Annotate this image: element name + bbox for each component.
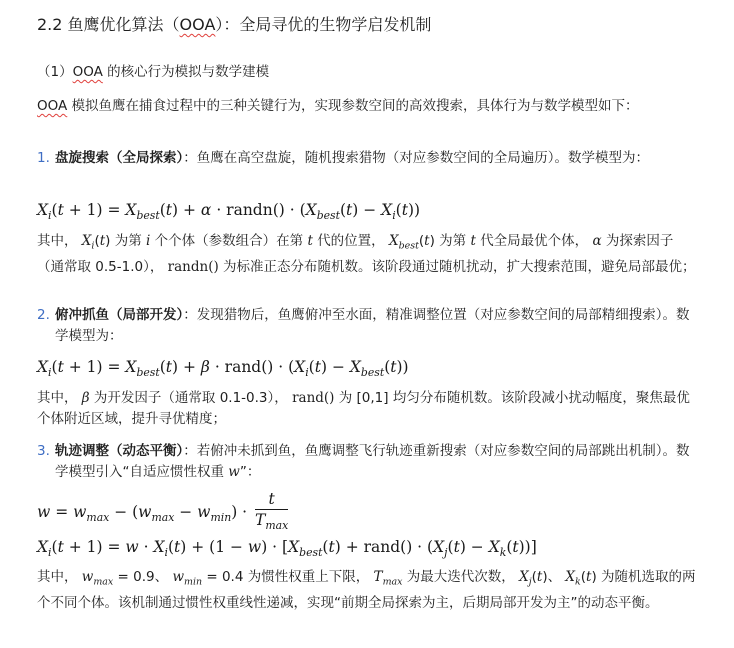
explain-sep: 、 [547, 569, 562, 585]
section-heading-prefix: 2.2 鱼鹰优化算法（ [37, 15, 180, 34]
explain-text: 为最大迭代次数， [406, 569, 515, 585]
math-xk: $X_k$ [565, 569, 581, 588]
section-heading [37, 14, 431, 36]
explain-text: 其中， [37, 390, 78, 406]
explain-text: 为惯性权重上下限， [247, 569, 370, 585]
wmax-value: 0.9 [133, 569, 155, 585]
list-item-title: 轨迹调整（动态平衡） [55, 443, 184, 459]
subsection-heading-prefix: （1） [37, 64, 73, 80]
explain-text: 为随机选取的两个不同个体。该机制通过惯性权重线性递减，实现“前期全局探索为主，后期局部开发为主”的动态平衡。 [37, 569, 696, 611]
math-xbest: $X_{best}$ [388, 233, 419, 252]
list-item-number: 3. [37, 443, 50, 459]
formula-1: $X_i(t + 1) = X_{best}(t) + \alpha$ · randn() · $(X_{best}(t) - X_i(t))$ [37, 201, 421, 223]
explain-text: 为第 [114, 233, 142, 249]
explain-3: 其中， $w_{max} = 0.9$、 $w_{min} = 0.4$ 为惯性权重上下限， $T_{max}$ 为最大迭代次数， $X_j(t)$、 $X_k(t)$ 为随机选取的两个不同个体。该机制通过惯性权重线性递减，实现“前期全局探索为主，后期局部开发为主”的动态平衡。 [37, 569, 696, 611]
math-xj: $X_j$ [519, 569, 532, 588]
explain-text: 代的位置， [317, 233, 385, 249]
explain-text: 其中， [37, 569, 78, 585]
math-i: i [146, 233, 151, 249]
list-item-2 [37, 305, 699, 347]
explain-text: 为标准正态分布随机数。该阶段通过随机扰动，扩大搜索范围，避免局部最优； [223, 258, 696, 275]
explain-text: 为 [0,1] 均匀分布随机数。该阶段减小扰动幅度，聚焦最优个体附近区域，提升寻优精度； [37, 390, 690, 427]
math-beta: β [81, 390, 90, 406]
explain-2 [37, 388, 697, 430]
list-item-desc-end: ”： [239, 464, 261, 480]
subsection-heading-suffix: 的核心行为模拟与数学建模 [102, 64, 270, 80]
explain-sep: 、 [154, 569, 169, 585]
intro-text: 模拟鱼鹰在捕食过程中的三种关键行为，实现参数空间的高效搜索，具体行为与数学模型如下： [67, 98, 639, 114]
math-wmin: $w_{min}$ [172, 569, 203, 588]
explain-text: 为开发因子（通常取 0.1-0.3）， [93, 390, 288, 406]
math-tmax: $T_{max}$ [373, 569, 403, 588]
list-item-number: 2. [37, 307, 50, 323]
subsection-heading [37, 62, 269, 82]
section-heading-abbr: OOA [179, 15, 216, 34]
formula-3b: $X_i(t + 1) = w \cdot X_i(t) + (1 - w) \cdot [X_{best}(t)$ + rand() · $(X_j(t) - X_k(t))$] [37, 538, 537, 560]
list-item-desc: ：若俯冲未抓到鱼，鱼鹰调整飞行轨迹重新搜索（对应参数空间的局部跳出机制）。数学模型引入“自适应惯性权重 [55, 443, 690, 480]
formula-2: $X_i(t + 1) = X_{best}(t) + \beta$ · rand() · $(X_i(t) - X_{best}(t))$ [37, 358, 409, 380]
explain-text: 代全局最优个体， [480, 233, 589, 249]
math-xi: $X_i$ [81, 233, 95, 252]
math-alpha: α [592, 233, 602, 249]
explain-text: 为第 [439, 233, 467, 249]
list-item-1 [37, 148, 699, 169]
explain-text: 其中， [37, 233, 78, 249]
list-item-3 [37, 441, 699, 483]
explain-1: 其中， $X_i(t)$ 为第 i 个个体（参数组合）在第 t 代的位置， $X_{best}(t)$ 为第 t 代全局最优个体， α 为探索因子（通常取 0.5-1.0）， randn() 为标准正态分布随机数。该阶段通过随机扰动，扩大搜索范围，避免局部最优； [37, 233, 696, 275]
list-item-desc: ：发现猎物后，鱼鹰俯冲至水面，精准调整位置（对应参数空间的局部精细搜索）。数学模型为： [55, 307, 690, 344]
section-heading-suffix: ）：全局寻优的生物学启发机制 [215, 15, 432, 34]
subsection-heading-abbr: OOA [72, 64, 103, 80]
math-randn: randn() [167, 258, 219, 275]
wmin-value: 0.4 [221, 569, 244, 585]
intro-abbr: OOA [37, 98, 68, 114]
list-item-number: 1. [37, 150, 50, 166]
math-wmax: $w_{max}$ [81, 569, 114, 588]
list-item-desc: ：鱼鹰在高空盘旋，随机搜索猎物（对应参数空间的全局遍历）。数学模型为： [183, 150, 649, 166]
list-item-title: 盘旋搜索（全局探索） [55, 150, 184, 166]
explain-text: 个个体（参数组合）在第 [154, 233, 304, 249]
list-item-title: 俯冲抓鱼（局部开发） [55, 307, 184, 323]
formula-3a: $w = w_{max} - (w_{max} - w_{min})$ · $\frac{t}{T_{max}}$ [37, 490, 289, 533]
math-t: t [470, 233, 476, 249]
math-t: t [307, 233, 313, 249]
math-w: w [228, 464, 240, 480]
intro-paragraph [37, 96, 697, 117]
explain-text: 为探索因子（通常取 0.5-1.0）， [37, 233, 674, 275]
math-rand: rand() [292, 390, 335, 406]
